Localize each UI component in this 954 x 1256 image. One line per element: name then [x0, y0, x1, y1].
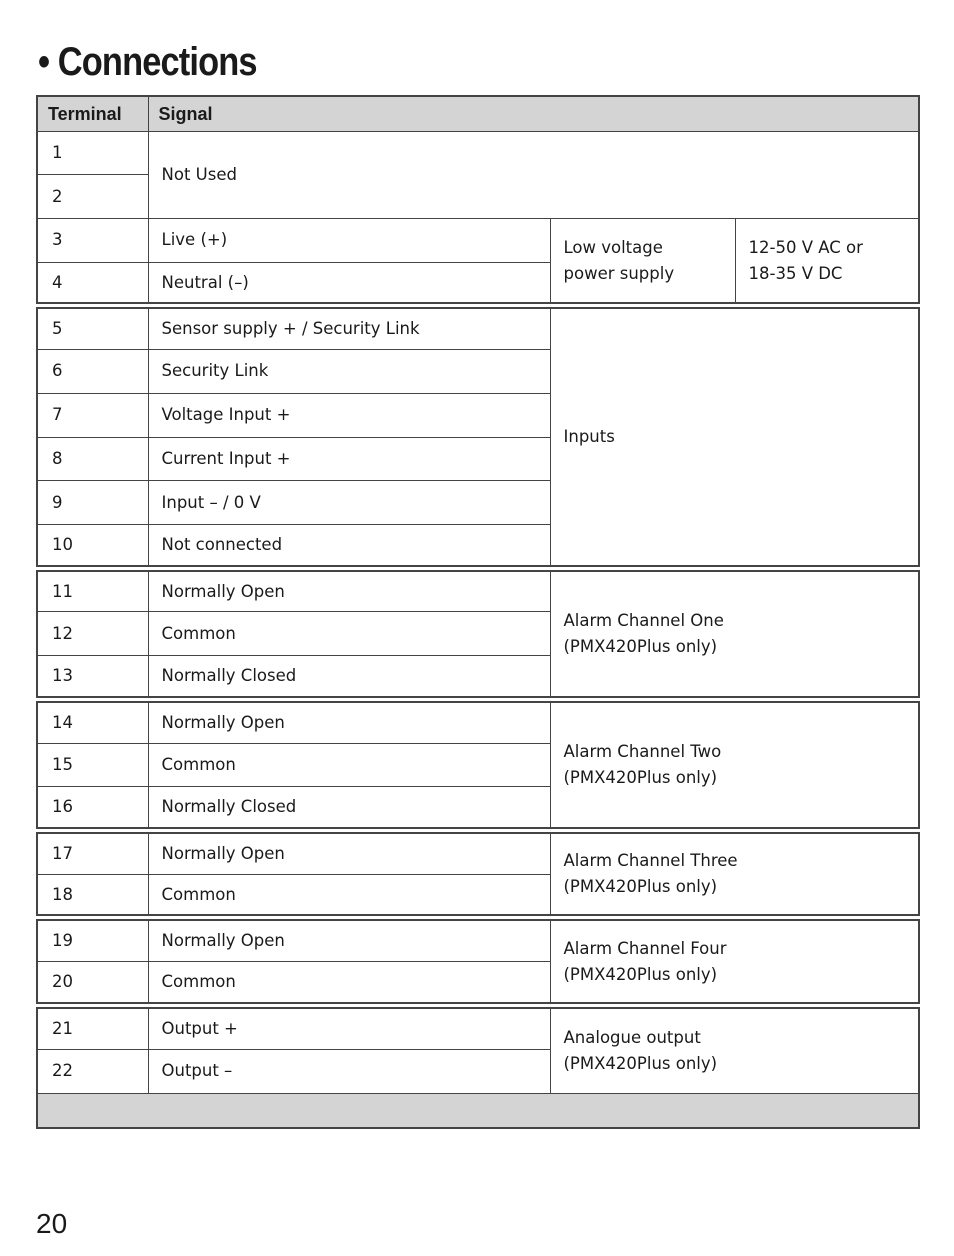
page-number: 20 — [36, 1208, 68, 1239]
group-detail-cell: 12-50 V AC or 18-35 V DC — [735, 218, 919, 305]
signal-cell: Common — [148, 874, 550, 918]
terminal-cell: 16 — [37, 787, 148, 831]
terminal-cell: 2 — [37, 175, 148, 219]
signal-cell: Output – — [148, 1049, 550, 1093]
terminal-cell: 12 — [37, 612, 148, 656]
group-label-cell: Alarm Channel One (PMX420Plus only) — [550, 568, 919, 699]
table-row — [37, 1005, 919, 1049]
group-label-cell: Alarm Channel Four (PMX420Plus only) — [550, 918, 919, 1005]
table-row — [37, 131, 919, 175]
signal-cell: Security Link — [148, 350, 550, 394]
header-terminal: Terminal — [37, 96, 148, 131]
signal-cell: Voltage Input + — [148, 393, 550, 437]
terminal-cell: 1 — [37, 131, 148, 175]
signal-cell: Output + — [148, 1005, 550, 1049]
signal-cell: Current Input + — [148, 437, 550, 481]
bullet-icon: • — [38, 40, 50, 84]
header-signal: Signal — [148, 96, 919, 131]
table-row — [37, 218, 919, 262]
terminal-cell: 19 — [37, 918, 148, 962]
table-row — [37, 568, 919, 612]
group-label-cell: Alarm Channel Two (PMX420Plus only) — [550, 699, 919, 830]
signal-cell: Normally Open — [148, 568, 550, 612]
table-row — [37, 918, 919, 962]
terminal-cell: 6 — [37, 350, 148, 394]
connections-table — [36, 95, 920, 1129]
signal-cell: Common — [148, 743, 550, 787]
page-title — [38, 40, 257, 85]
terminal-cell: 14 — [37, 699, 148, 743]
terminal-cell: 10 — [37, 524, 148, 568]
table-header-row — [37, 96, 919, 131]
terminal-cell: 9 — [37, 481, 148, 525]
terminal-cell: 17 — [37, 831, 148, 875]
signal-cell: Normally Closed — [148, 656, 550, 700]
signal-cell: Normally Closed — [148, 787, 550, 831]
terminal-cell: 15 — [37, 743, 148, 787]
terminal-cell: 5 — [37, 306, 148, 350]
signal-cell: Not connected — [148, 524, 550, 568]
terminal-cell: 7 — [37, 393, 148, 437]
terminal-cell: 4 — [37, 262, 148, 306]
table-footer-cell — [37, 1093, 919, 1128]
signal-cell: Normally Open — [148, 918, 550, 962]
group-label-cell: Low voltage power supply — [550, 218, 735, 305]
signal-cell: Common — [148, 612, 550, 656]
table-row — [37, 831, 919, 875]
page-title-text: Connections — [57, 40, 257, 84]
signal-cell: Neutral (–) — [148, 262, 550, 306]
signal-cell: Not Used — [148, 131, 919, 218]
table-footer-row — [37, 1093, 919, 1128]
signal-cell: Common — [148, 962, 550, 1006]
terminal-cell: 13 — [37, 656, 148, 700]
terminal-cell: 20 — [37, 962, 148, 1006]
signal-cell: Input – / 0 V — [148, 481, 550, 525]
table-row — [37, 306, 919, 350]
terminal-cell: 11 — [37, 568, 148, 612]
terminal-cell: 8 — [37, 437, 148, 481]
group-label-cell: Analogue output (PMX420Plus only) — [550, 1005, 919, 1093]
terminal-cell: 21 — [37, 1005, 148, 1049]
signal-cell: Normally Open — [148, 699, 550, 743]
signal-cell: Live (+) — [148, 218, 550, 262]
terminal-cell: 18 — [37, 874, 148, 918]
signal-cell: Sensor supply + / Security Link — [148, 306, 550, 350]
terminal-cell: 3 — [37, 218, 148, 262]
terminal-cell: 22 — [37, 1049, 148, 1093]
group-label-cell: Inputs — [550, 306, 919, 568]
signal-cell: Normally Open — [148, 831, 550, 875]
table-body — [37, 131, 919, 1093]
group-label-cell: Alarm Channel Three (PMX420Plus only) — [550, 831, 919, 918]
table-row — [37, 699, 919, 743]
